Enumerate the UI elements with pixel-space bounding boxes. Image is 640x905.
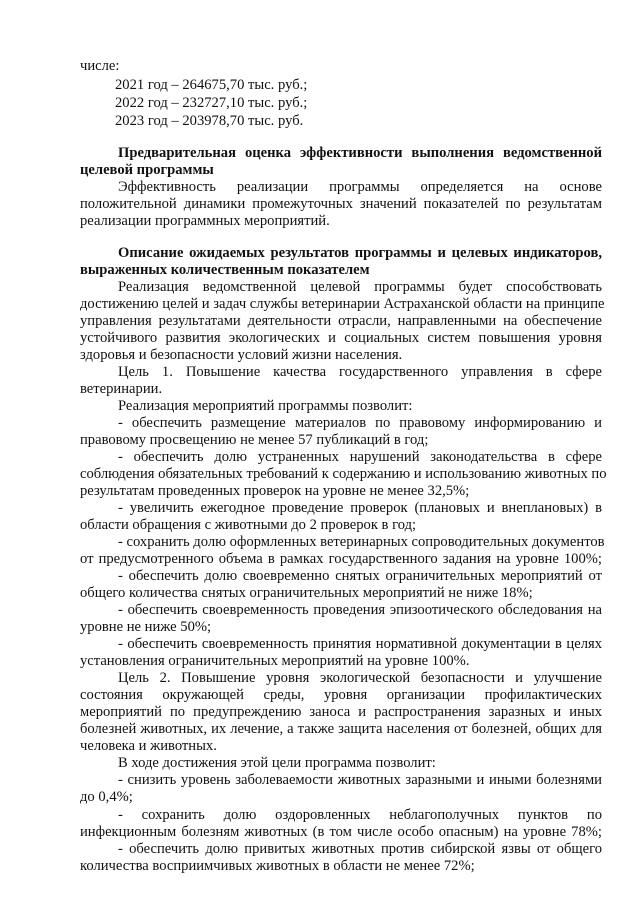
- paragraph-line: управления результатами деятельности отрасли, направленными на обеспечение: [80, 313, 602, 329]
- paragraph-line: достижению целей и задач службы ветеринарии Астраханской области на принципе: [80, 296, 605, 312]
- goal-1-title: ветеринарии.: [80, 381, 163, 397]
- list-item: установления ограничительных мероприятий на уровне 100%.: [80, 653, 470, 669]
- list-item: количества восприимчивых животных в области не менее 72%;: [80, 858, 475, 874]
- list-item: - сохранить долю оформленных ветеринарных сопроводительных документов: [118, 534, 605, 550]
- paragraph-line: здоровья и безопасности условий жизни населения.: [80, 347, 403, 363]
- text-line: числе:: [80, 58, 120, 74]
- paragraph-line: устойчивого развития экологических и социальных систем повышения уровня: [80, 330, 602, 346]
- list-item: - обеспечить размещение материалов по правовому информированию и: [118, 415, 602, 431]
- goal-1-title: Цель 1. Повышение качества государственного управления в сфере: [118, 364, 602, 380]
- section-heading: целевой программы: [80, 162, 214, 178]
- list-item: - обеспечить долю привитых животных против сибирской язвы от общего: [118, 841, 602, 857]
- section-heading: выраженных количественным показателем: [80, 262, 370, 278]
- list-item: результатам проведенных проверок на уровне не менее 32,5%;: [80, 483, 470, 499]
- goal-2-title: человека и животных.: [80, 738, 217, 754]
- list-item: области обращения с животными до 2 проверок в год;: [80, 517, 417, 533]
- list-item: общего количества снятых ограничительных мероприятий не ниже 18%;: [80, 585, 533, 601]
- list-item: соблюдения обязательных требований к содержанию и использованию животных по: [80, 466, 607, 482]
- list-item: - сохранить долю оздоровленных неблагополучных пунктов по: [118, 807, 602, 823]
- budget-line-2021: 2021 год – 264675,70 тыс. руб.;: [115, 77, 308, 93]
- paragraph-line: В ходе достижения этой цели программа позволит:: [118, 755, 436, 771]
- budget-line-2022: 2022 год – 232727,10 тыс. руб.;: [115, 95, 308, 111]
- list-item: - увеличить ежегодное проведение проверок (плановых и внеплановых) в: [118, 500, 602, 516]
- list-item: правовому просвещению не менее 57 публикаций в год;: [80, 432, 429, 448]
- goal-2-title: мероприятий по предупреждению заноса и распространения заразных и иных: [80, 704, 602, 720]
- list-item: до 0,4%;: [80, 789, 133, 805]
- list-item: - обеспечить своевременность принятия нормативной документации в целях: [118, 636, 602, 652]
- section-heading: Предварительная оценка эффективности выполнения ведомственной: [118, 145, 602, 161]
- list-item: уровне не ниже 50%;: [80, 619, 212, 635]
- paragraph-line: Реализация ведомственной целевой программы будет способствовать: [118, 279, 602, 295]
- paragraph-line: положительной динамики промежуточных значений показателей по результатам: [80, 196, 602, 212]
- section-heading: Описание ожидаемых результатов программы и целевых индикаторов,: [118, 245, 602, 261]
- list-item: - обеспечить долю своевременно снятых ограничительных мероприятий от: [118, 568, 602, 584]
- goal-2-title: состояния окружающей среды, уровня организации профилактических: [80, 687, 602, 703]
- list-item: от предусмотренного объема в рамках государственного задания на уровне 100%;: [80, 551, 602, 567]
- list-item: инфекционным болезням животных (в том числе особо опасным) на уровне 78%;: [80, 824, 602, 840]
- list-item: - снизить уровень заболеваемости животных заразными и иными болезнями: [118, 772, 602, 788]
- paragraph-line: реализации программных мероприятий.: [80, 213, 330, 229]
- list-item: - обеспечить своевременность проведения эпизоотического обследования на: [118, 602, 602, 618]
- goal-2-title: Цель 2. Повышение уровня экологической безопасности и улучшение: [118, 670, 602, 686]
- paragraph-line: Реализация мероприятий программы позволит:: [118, 398, 413, 414]
- list-item: - обеспечить долю устраненных нарушений законодательства в сфере: [118, 449, 602, 465]
- goal-2-title: болезней животных, их лечение, а также защита населения от болезней, общих для: [80, 721, 602, 737]
- paragraph-line: Эффективность реализации программы определяется на основе: [118, 179, 602, 195]
- budget-line-2023: 2023 год – 203978,70 тыс. руб.: [115, 113, 304, 129]
